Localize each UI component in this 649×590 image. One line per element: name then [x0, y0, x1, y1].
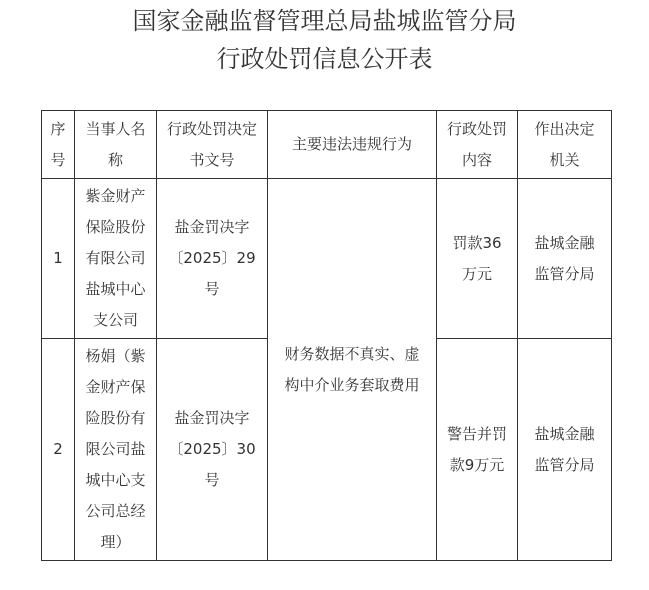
header-decision-number: 行政处罚决定 书文号 [157, 111, 268, 179]
shared-violation-cell: 财务数据不真实、虚 构中介业务套取费用 [268, 179, 437, 561]
table-header-row [42, 111, 612, 179]
row2-authority: 盐城金融 监管分局 [518, 339, 612, 561]
row2-decision-number: 盐金罚决字 〔2025〕30 号 [157, 339, 268, 561]
row1-party: 紫金财产 保险股份 有限公司 盐城中心 支公司 [75, 179, 157, 339]
page-subtitle: 行政处罚信息公开表 [216, 45, 433, 73]
table-row [42, 179, 612, 339]
row1-seq: 1 [42, 179, 75, 339]
header-penalty-content: 行政处罚 内容 [437, 111, 518, 179]
header-violation: 主要违法违规行为 [268, 111, 437, 179]
row2-seq: 2 [42, 339, 75, 561]
page-title: 国家金融监督管理总局盐城监管分局 [132, 7, 517, 35]
header-party: 当事人名 称 [75, 111, 157, 179]
penalty-info-table [41, 110, 612, 561]
header-seq: 序 号 [42, 111, 75, 179]
row1-decision-number: 盐金罚决字 〔2025〕29 号 [157, 179, 268, 339]
row2-party: 杨娟（紫 金财产保 险股份有 限公司盐 城中心支 公司总经 理） [75, 339, 157, 561]
row2-penalty-content: 警告并罚 款9万元 [437, 339, 518, 561]
row1-authority: 盐城金融 监管分局 [518, 179, 612, 339]
header-authority: 作出决定 机关 [518, 111, 612, 179]
row1-penalty-content: 罚款36 万元 [437, 179, 518, 339]
